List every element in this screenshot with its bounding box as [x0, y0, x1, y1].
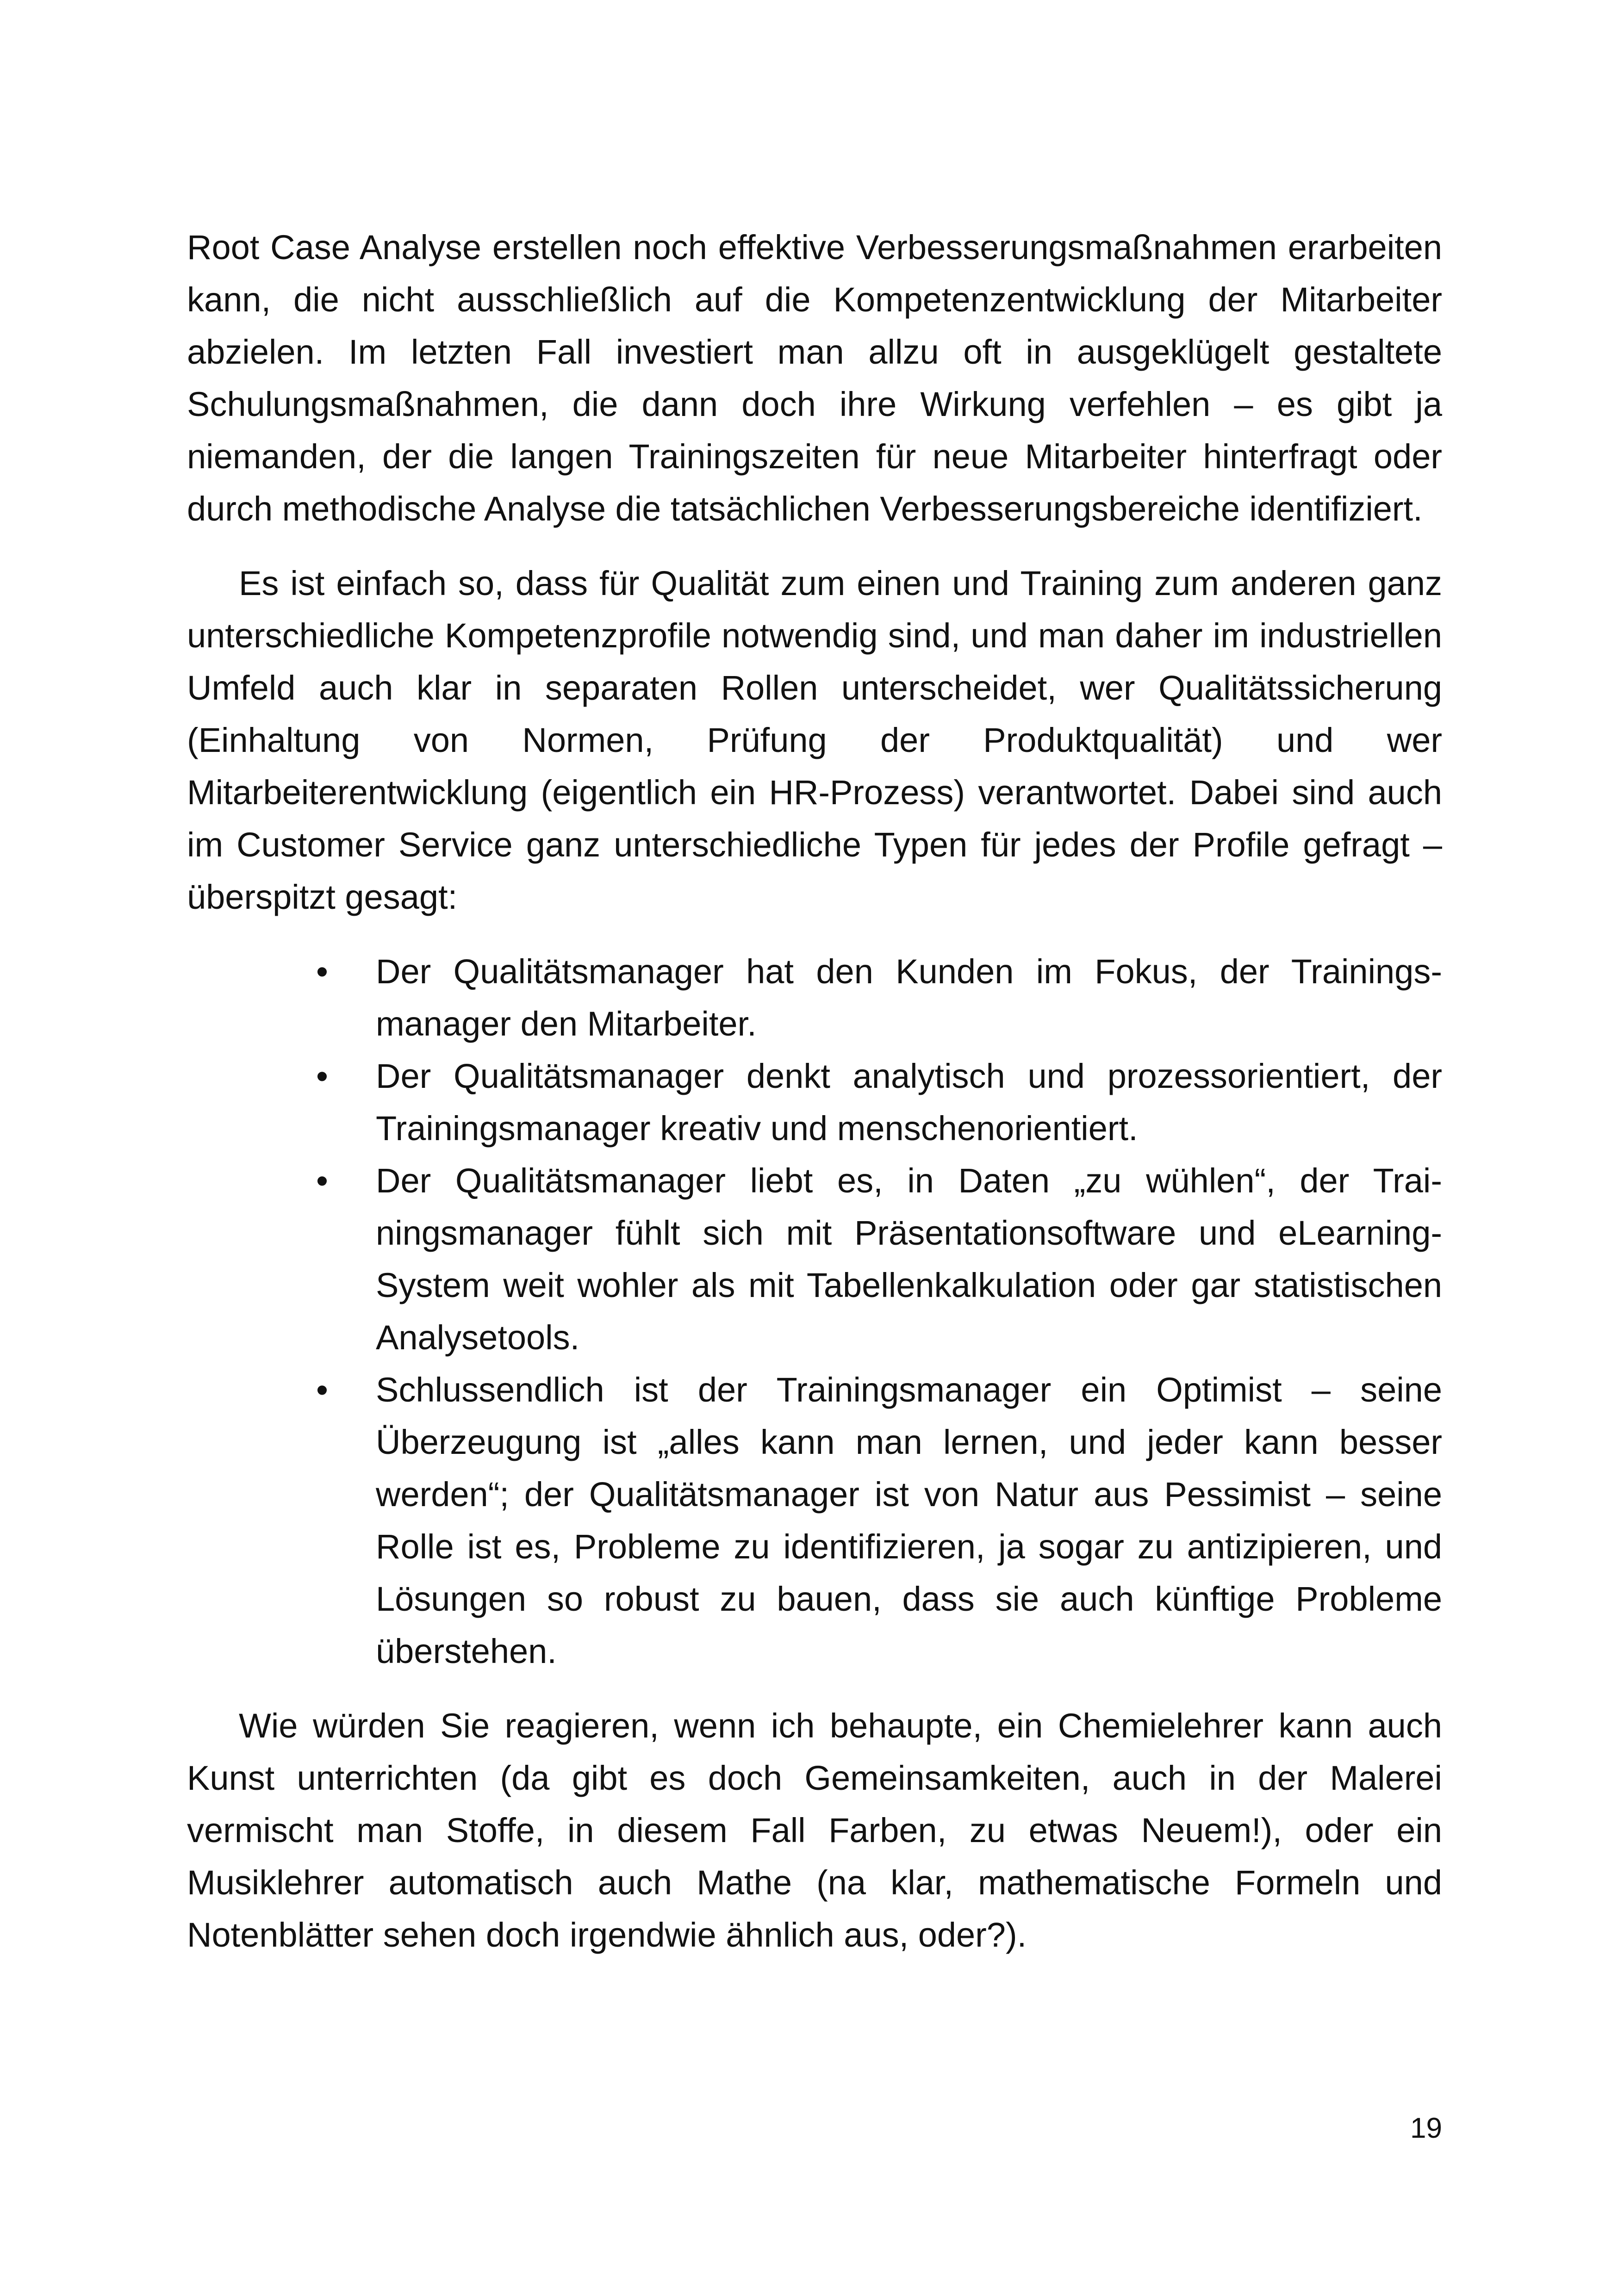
list-item: [187, 945, 1442, 1050]
list-item-text: Schlussendlich ist der Trainingsmanager ein Optimist – seine Überzeugung ist „alles kann man lernen, und jeder kann besser werden“; der Qualitätsmanager ist von Natur aus Pessimist – seine Rolle ist es, Probleme zu identifizieren, ja sogar zu antizipieren, und Lösungen so robust zu bauen, dass sie auch künftige Probleme überstehen.: [376, 1371, 1442, 1670]
list-item-text: Der Qualitätsmanager hat den Kunden im Fokus, der Trainingsmanager den Mitarbeiter.: [376, 952, 1442, 1043]
bullet-icon: •: [316, 1057, 328, 1095]
paragraph-gap: [187, 1677, 1442, 1700]
bullet-list: [187, 945, 1442, 1677]
page-number: 19: [1410, 2112, 1442, 2144]
paragraph-gap: [187, 535, 1442, 557]
list-item-text: Der Qualitätsmanager denkt analytisch und prozessorientiert, der Trainingsmanager kreativ und menschenorientiert.: [376, 1057, 1442, 1148]
bullet-icon: •: [316, 952, 328, 991]
bullet-icon: •: [316, 1371, 328, 1409]
paragraph-root-case-analysis: Root Case Analyse erstellen noch effektive Verbesserungsmaßnahmen erarbeiten kann, die nicht ausschließlich auf die Kompetenzentwicklung der Mitarbeiter abzielen. Im letzten Fall investiert man allzu oft in ausgeklügelt gestaltete Schulungsmaßnahmen, die dann doch ihre Wirkung verfehlen – es gibt ja niemanden, der die langen Trainingszeiten für neue Mitarbeiter hinterfragt oder durch methodische Analyse die tatsächlichen Verbesserungsbereiche identifiziert.: [187, 228, 1442, 528]
list-item-text: Der Qualitätsmanager liebt es, in Daten „zu wühlen“, der Trainingsmanager fühlt sich mit Präsentationsoftware und eLearning-System weit wohler als mit Tabellenkalkulation oder gar statistischen Analysetools.: [376, 1161, 1442, 1357]
list-item: [187, 1154, 1442, 1364]
paragraph-competence-profiles: Es ist einfach so, dass für Qualität zum einen und Training zum anderen ganz unterschiedliche Kompetenzprofile notwendig sind, und man daher im industriellen Umfeld auch klar in separaten Rollen unterscheidet, wer Qualitätssicherung (Einhaltung von Normen, Prüfung der Produktqualität) und wer Mitarbeiterentwicklung (eigentlich ein HR-Prozess) verantwortet. Dabei sind auch im Customer Service ganz unterschiedliche Typen für jedes der Profile gefragt – überspitzt gesagt:: [187, 564, 1442, 916]
list-item: [187, 1050, 1442, 1154]
paragraph-teacher-analogy: Wie würden Sie reagieren, wenn ich behaupte, ein Chemielehrer kann auch Kunst unterrichten (da gibt es doch Gemeinsamkeiten, auch in der Malerei vermischt man Stoffe, in diesem Fall Farben, zu etwas Neuem!), oder ein Musiklehrer automatisch auch Mathe (na klar, mathematische Formeln und Notenblätter sehen doch irgendwie ähnlich aus, oder?).: [187, 1706, 1442, 1954]
document-page: [187, 221, 1442, 1961]
bullet-icon: •: [316, 1161, 328, 1200]
list-item: [187, 1364, 1442, 1677]
paragraph-gap: [187, 923, 1442, 945]
